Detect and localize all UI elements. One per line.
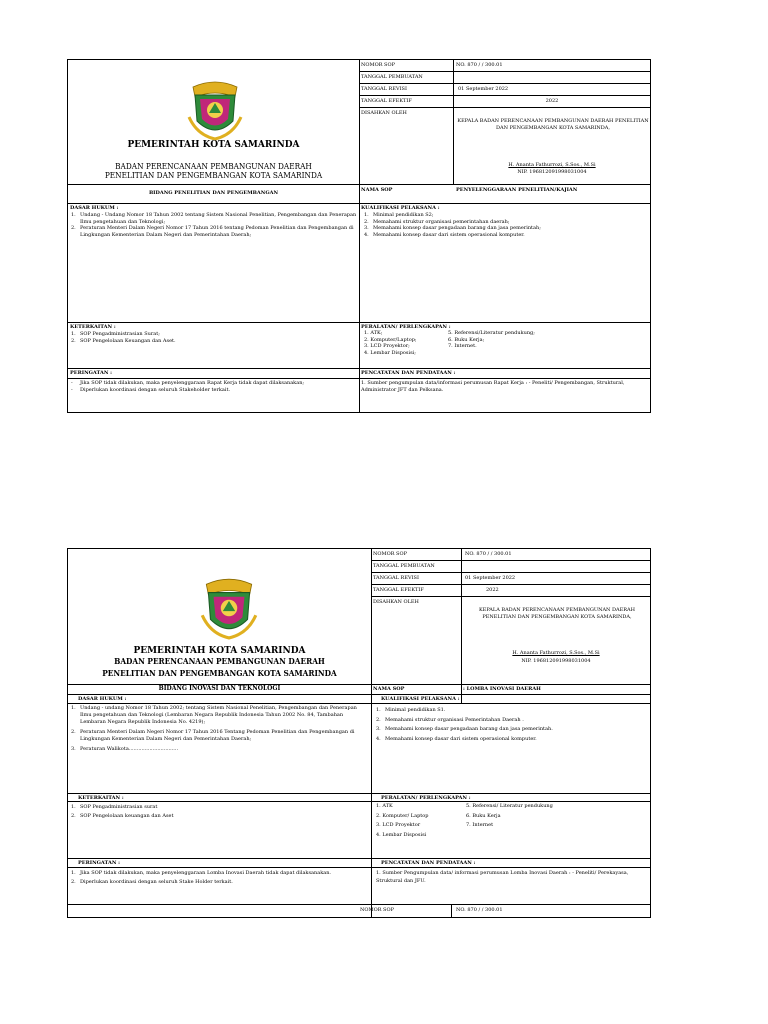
row-line xyxy=(68,378,651,379)
nomor-sop-label: NOMOR SOP xyxy=(361,62,395,68)
nama-sop-label: NAMA SOP xyxy=(373,686,405,692)
nomor-sop-label: NOMOR SOP xyxy=(373,551,407,557)
list-item: 3. Memahami konsep dasar pengadaan barang dan jasa pemerintah; xyxy=(364,225,541,231)
samarinda-emblem-icon xyxy=(200,574,258,640)
column-divider xyxy=(359,60,360,412)
signer-name: H. Ananta Fathurrozi, S.Sos., M.Si xyxy=(512,650,600,656)
list-item: 1. ATK xyxy=(376,803,393,809)
list-item: 2. Peraturan Menteri Dalam Negeri Nomor 17 Tahun 2016 tentang Pedoman Penelitian dan Pengembangan di Lingkungan Kementerian Dalam Negeri dan Pemerintahan Daerah; xyxy=(71,225,354,238)
nomor-sop-value: NO. 870 / / 300.01 xyxy=(465,551,512,557)
nama-sop-value: PENYELENGGARAAN PENELITIAN/KAJIAN xyxy=(456,187,578,193)
list-item: 1. SOP Pengadministrasian Surat; xyxy=(71,331,160,337)
row-line xyxy=(68,703,651,704)
peralatan-list-left xyxy=(376,802,466,840)
list-item: 4. Memahami konsep dasar dari sistem operasional komputer. xyxy=(376,735,537,742)
nomor-sop-value: NO. 870 / / 300.01 xyxy=(456,62,503,68)
dasar-hukum-list xyxy=(71,212,357,238)
disahkan-title: KEPALA BADAN PERENCANAAN PEMBANGUNAN DAERAH PENELITIAN DAN PENGEMBANGAN KOTA SAMARINDA, xyxy=(478,607,636,620)
list-item: 2. Komputer/Laptop; xyxy=(364,336,417,343)
signer-nip: NIP. 196812091998031004 xyxy=(521,658,591,664)
keterkaitan-list xyxy=(71,331,357,344)
list-item: 4. Memahami konsep dasar dari sistem operasional komputer. xyxy=(364,231,525,238)
list-item: 3. LCD Proyektor xyxy=(376,822,421,828)
list-item: 4. Lembar Disposisi; xyxy=(364,349,416,356)
row-line xyxy=(68,694,651,695)
kualifikasi-list xyxy=(376,706,648,744)
column-divider xyxy=(371,549,372,917)
list-item: 2. SOP Pengelolaan keuangan dan Aset xyxy=(71,813,174,819)
disahkan-oleh-label: DISAHKAN OLEH xyxy=(373,599,419,605)
tanggal-efektif-value: 2022 xyxy=(486,587,499,593)
meta-divider xyxy=(451,904,452,917)
dasar-hukum-label: DASAR HUKUM : xyxy=(70,205,119,211)
row-line xyxy=(68,858,651,859)
list-item: 3. Peraturan Walikota............................... xyxy=(71,746,179,752)
list-item: 6. Buku Kerja xyxy=(466,812,501,819)
tanggal-revisi-label: TANGGAL REVISI xyxy=(361,86,407,92)
peralatan-label: PERALATAN/ PERLENGKAPAN : xyxy=(381,795,471,801)
tanggal-efektif-label: TANGGAL EFEKTIF xyxy=(361,98,412,104)
peringatan-list xyxy=(71,380,357,393)
keterkaitan-label: KETERKAITAN : xyxy=(70,324,116,330)
peralatan-list-right xyxy=(466,802,636,831)
list-item: 4. Lembar Disposisi xyxy=(376,831,427,838)
list-item: 1. ATK; xyxy=(364,330,383,336)
samarinda-emblem-icon xyxy=(187,77,243,141)
footer-nomor-sop-label: NOMOR SOP xyxy=(360,907,394,913)
agency-line-2: PENELITIAN DAN PENGEMBANGAN KOTA SAMARINDA xyxy=(104,171,323,180)
list-item: 2. Komputer/ Laptop xyxy=(376,812,429,819)
list-item: 5. Referensi/Literatur pendukung; xyxy=(448,330,535,336)
list-item: 1. Jika SOP tidak dilakukan, maka penyelenggaraan Lomba Inovasi Daerah tidak dapat dilaksanakan. xyxy=(71,870,332,876)
list-item: 2. Peraturan Menteri Dalam Negeri Nomor 17 Tahun 2016 Tentang Pedoman Penelitian dan Pengembangan di Lingkungan Kementerian Dalam Negeri dan Pemerintahan Daerah; xyxy=(71,729,355,742)
kualifikasi-list xyxy=(364,212,648,238)
list-item: - Jika SOP tidak dilakukan, maka penyelenggaraan Rapat Kerja tidak dapat dilaksanakan; xyxy=(71,380,305,386)
dasar-hukum-label: DASAR HUKUM : xyxy=(78,696,127,702)
list-item: 3. Memahami konsep dasar pengadaan barang dan jasa pemerintah. xyxy=(376,726,553,732)
division-name: BIDANG INOVASI DAN TEKNOLOGI xyxy=(158,685,281,692)
tanggal-revisi-label: TANGGAL REVISI xyxy=(373,575,419,581)
agency-line-1: BADAN PERENCANAAN PEMBANGUNAN DAERAH xyxy=(114,656,325,666)
row-line xyxy=(359,83,651,84)
list-item: 6. Buku Kerja; xyxy=(448,336,485,343)
list-item: 1. Undang - undang Nomor 18 Tahun 2002; tentang Sistem Nasional Penelitian, Pengembangan dan Penerapan Ilmu pengetahuan dan Teknologi (Lembaran Negara Republik Indonesia Tahun 2002 No. 84, Tambahan Lembaran Negara Republik Indonesia No. 4219); xyxy=(71,705,357,725)
row-line xyxy=(68,684,651,685)
row-line xyxy=(68,368,651,369)
list-item: 3. LCD Proyektor; xyxy=(364,343,410,349)
gov-name: PEMERINTAH KOTA SAMARINDA xyxy=(133,646,306,656)
signer-name: H. Ananta Fathurrozi, S.Sos., M.Si xyxy=(508,162,596,168)
keterkaitan-label: KETERKAITAN : xyxy=(78,795,124,801)
sop-document-2 xyxy=(67,548,651,918)
peralatan-label: PERALATAN/ PERLENGKAPAN : xyxy=(361,324,451,330)
sop-document-1 xyxy=(67,59,651,413)
tanggal-revisi-value: 01 September 2022 xyxy=(458,86,509,92)
nama-sop-label: NAMA SOP xyxy=(361,187,393,193)
agency-line-1: BADAN PERENCANAAN PEMBANGUNAN DAERAH xyxy=(115,162,312,171)
gov-name: PEMERINTAH KOTA SAMARINDA xyxy=(127,140,300,150)
tanggal-efektif-value: 2022 xyxy=(545,98,559,104)
dasar-hukum-list xyxy=(71,705,367,753)
list-item: 7. Internet xyxy=(466,822,494,828)
agency-line-2: PENELITIAN DAN PENGEMBANGAN KOTA SAMARINDA xyxy=(102,668,337,678)
tanggal-pembuatan-label: TANGGAL PEMBUATAN xyxy=(373,563,435,569)
kualifikasi-label: KUALIFIKASI PELAKSANA : xyxy=(381,696,460,702)
row-line xyxy=(68,322,651,323)
peralatan-list-right xyxy=(448,330,608,350)
list-item: 7. Internet. xyxy=(448,343,477,349)
list-item: 1. SOP Pengadministrasian surat xyxy=(71,804,158,810)
list-item: 1. Undang - Undang Nomor 18 Tahun 2002 tentang Sistem Nasional Penelitian, Pengembangan dan Penerapan Ilmu pengetahuan dan Teknologi; xyxy=(71,212,357,225)
row-line xyxy=(371,560,651,561)
disahkan-title: KEPALA BADAN PERENCANAAN PEMBANGUNAN DAERAH PENELITIAN DAN PENGEMBANGAN KOTA SAMARINDA, xyxy=(457,118,649,131)
peringatan-list xyxy=(71,869,367,887)
division-name: BIDANG PENELITIAN DAN PENGEMBANGAN xyxy=(148,190,279,196)
kualifikasi-label: KUALIFIKASI PELAKSANA : xyxy=(361,205,440,211)
peringatan-label: PERINGATAN : xyxy=(78,860,120,866)
disahkan-oleh-label: DISAHKAN OLEH xyxy=(361,110,407,116)
row-line xyxy=(371,572,651,573)
row-line xyxy=(359,71,651,72)
tanggal-efektif-label: TANGGAL EFEKTIF xyxy=(373,587,424,593)
tanggal-pembuatan-label: TANGGAL PEMBUATAN xyxy=(361,74,423,80)
list-item: 2. Memahami struktur organisasi Pemerintahan Daerah . xyxy=(376,716,524,723)
list-item: - Diperlukan koordinasi dengan seluruh Stakeholder terkait. xyxy=(71,386,231,393)
row-line xyxy=(68,203,651,204)
pencatatan-label: PENCATATAN DAN PENDATAAN : xyxy=(361,370,456,376)
keterkaitan-list xyxy=(71,803,367,821)
signer-nip: NIP. 196812091998031004 xyxy=(517,169,587,175)
row-line xyxy=(371,596,651,597)
list-item: 1. Minimal pendidikan S2; xyxy=(364,212,434,218)
pencatatan-text: 1. Sumber pengumpulan data/informasi perumusan Rapat Kerja : - Peneliti/ Pengembangan, Struktural, Administrator JFT dan Pelksana. xyxy=(361,380,625,393)
footer-nomor-sop-value: NO. 870 / / 300.01 xyxy=(456,907,503,913)
row-line xyxy=(371,584,651,585)
list-item: 2. Memahami struktur organisasi pemerintahan daerah; xyxy=(364,218,510,225)
peringatan-label: PERINGATAN : xyxy=(70,370,112,376)
row-line xyxy=(359,95,651,96)
row-line xyxy=(68,793,651,794)
pencatatan-label: PENCATATAN DAN PENDATAAN : xyxy=(381,860,476,866)
pencatatan-text: 1. Sumber Pengumpulan data/ informasi perumusan Lomba Inovasi Daerah : - Peneliti/ Perekayasa, Struktural dan JFU. xyxy=(376,870,629,884)
tanggal-revisi-value: 01 September 2022 xyxy=(465,575,516,581)
row-line xyxy=(68,904,651,905)
list-item: 1. Minimal pendidikan S1. xyxy=(376,707,446,713)
row-line xyxy=(68,867,651,868)
list-item: 2. SOP Pengelolaan Keuangan dan Aset. xyxy=(71,337,176,344)
row-line xyxy=(359,107,651,108)
list-item: 2. Diperlukan koordinasi dengan seluruh Stake Holder terkait. xyxy=(71,879,233,885)
nama-sop-value: : LOMBA INOVASI DAERAH xyxy=(463,686,541,692)
row-line xyxy=(68,184,651,185)
list-item: 5. Referensi/ Literatur pendukung xyxy=(466,803,553,809)
